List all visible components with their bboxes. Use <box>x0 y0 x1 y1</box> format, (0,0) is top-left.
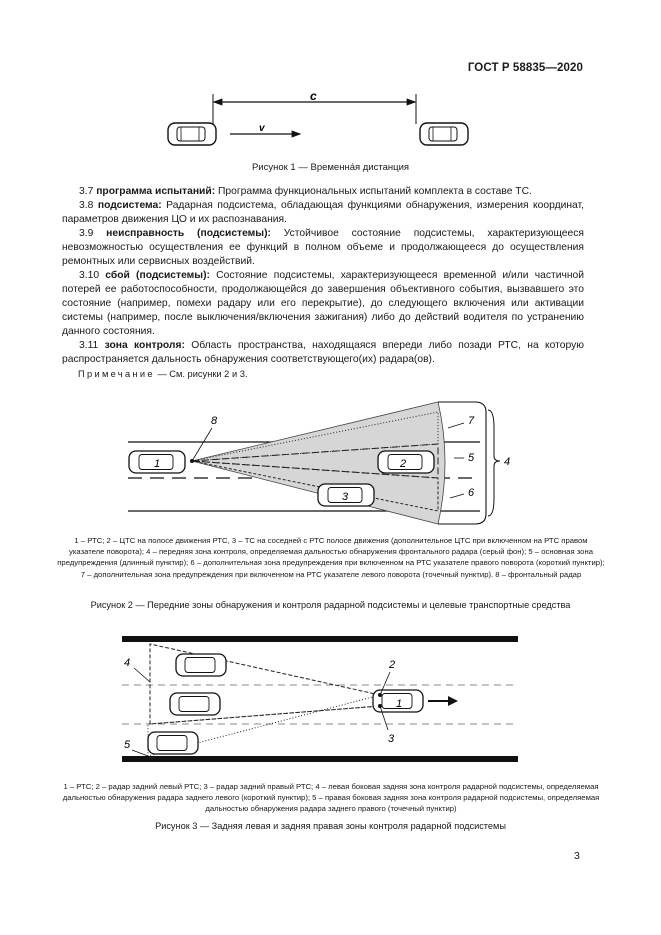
figure-1-caption: Рисунок 1 — Временна́я дистанция <box>251 162 410 173</box>
road-edge-bottom <box>122 756 518 762</box>
label-4: 4 <box>124 657 131 669</box>
label-5: 5 <box>468 452 475 464</box>
label-1: 1 <box>396 698 403 710</box>
lead-vehicle <box>420 123 468 145</box>
figure-2-caption: Рисунок 2 — Передние зоны обнаружения и контроля радарной подсистемы и целевые транспортные средства <box>90 600 571 610</box>
direction-arrow <box>448 696 458 706</box>
figure-2-legend: 1 – РТС; 2 – ЦТС на полосе движения РТС, 3 – ТС на соседней с РТС полосе движения (дополнительное ЦТС при включенном на РТС правом указателе поворота); 4 – передняя зона контроля, определяемая дальностью обнаружения фронтального радара (серый фон); 5 – основная зона предупреждения (длинный пунктир); 6 – дополнительная зона предупреждения при включенном на РТС указателе правого поворота (короткий пунктир); 7 – дополнительная зона предупреждения при включенном на РТС указателе левого поворота (точечный пунктир). 8 – фронтальный радар <box>57 536 605 579</box>
label-6: 6 <box>468 487 475 499</box>
velocity-label: v <box>259 123 265 134</box>
definition-3-10: 3.10 сбой (подсистемы): Состояние подсистемы, характеризующееся временной и/или частичной потерей ее работоспособности, продолжающейся до завершения объективного события, вызвавшего это состояние (например, помехи радару или его перекрытие), до следующего включения или активации системы (например, после выключения/включения зажигания) либо до действий водителя по устранению данного состояния. <box>62 270 584 337</box>
distance-label: c <box>310 89 317 103</box>
vehicle-center-lane <box>170 693 220 715</box>
label-2: 2 <box>400 458 407 470</box>
figure-3-legend: 1 – РТС; 2 – радар задний левый РТС; 3 – радар задний правый РТС; 4 – левая боковая задняя зона контроля радарной подсистемы, определяемая дальностью обнаружения радара заднего левого (короткий пунктир); 5 – правая боковая задняя зона контроля радарной подсистемы, определяемая дальностью обнаружения радара заднего правого (точечный пунктир) <box>62 782 600 814</box>
definition-3-8: 3.8 подсистема: Радарная подсистема, обладающая функциями обнаружения, измерения координат, параметров движения ЦО и их распознавания. <box>62 200 584 225</box>
definition-3-11: 3.11 зона контроля: Область пространства, находящаяся впереди либо позади РТС, на которую распространяется дальность обнаружения соответствующего(их) радара(ов). <box>62 340 584 365</box>
vehicle-right-lane <box>148 732 198 754</box>
note: Примечание — См. рисунки 2 и 3. <box>78 369 248 379</box>
page-number: 3 <box>574 850 580 862</box>
rear-vehicle <box>168 123 216 145</box>
definition-3-9: 3.9 неисправность (подсистемы): Устойчивое состояние подсистемы, характеризующееся невозможностью осуществления ее функций в полном объеме и продолжающееся до осуществления ремонтных или сервисных воздействий. <box>62 228 584 267</box>
label-5: 5 <box>124 739 131 751</box>
front-radar <box>190 459 194 463</box>
vehicle-left-lane <box>176 654 226 676</box>
figure-3-diagram <box>118 632 523 764</box>
road-edge-top <box>122 636 518 642</box>
zone-brace <box>488 410 500 516</box>
label-3: 3 <box>342 491 349 503</box>
label-7: 7 <box>468 415 475 427</box>
label-8: 8 <box>211 415 218 427</box>
label-1: 1 <box>154 458 161 470</box>
figure-1-diagram <box>150 88 490 158</box>
figure-2-diagram <box>120 398 520 528</box>
figure-3-caption: Рисунок 3 — Задняя левая и задняя правая зоны контроля радарной подсистемы <box>155 821 506 831</box>
label-4: 4 <box>504 456 511 468</box>
label-2: 2 <box>389 659 396 671</box>
definition-3-7: 3.7 программа испытаний: Программа функциональных испытаний комплекта в составе ТС. <box>79 186 532 197</box>
standard-code: ГОСТ Р 58835—2020 <box>467 62 583 74</box>
label-3: 3 <box>388 733 395 745</box>
